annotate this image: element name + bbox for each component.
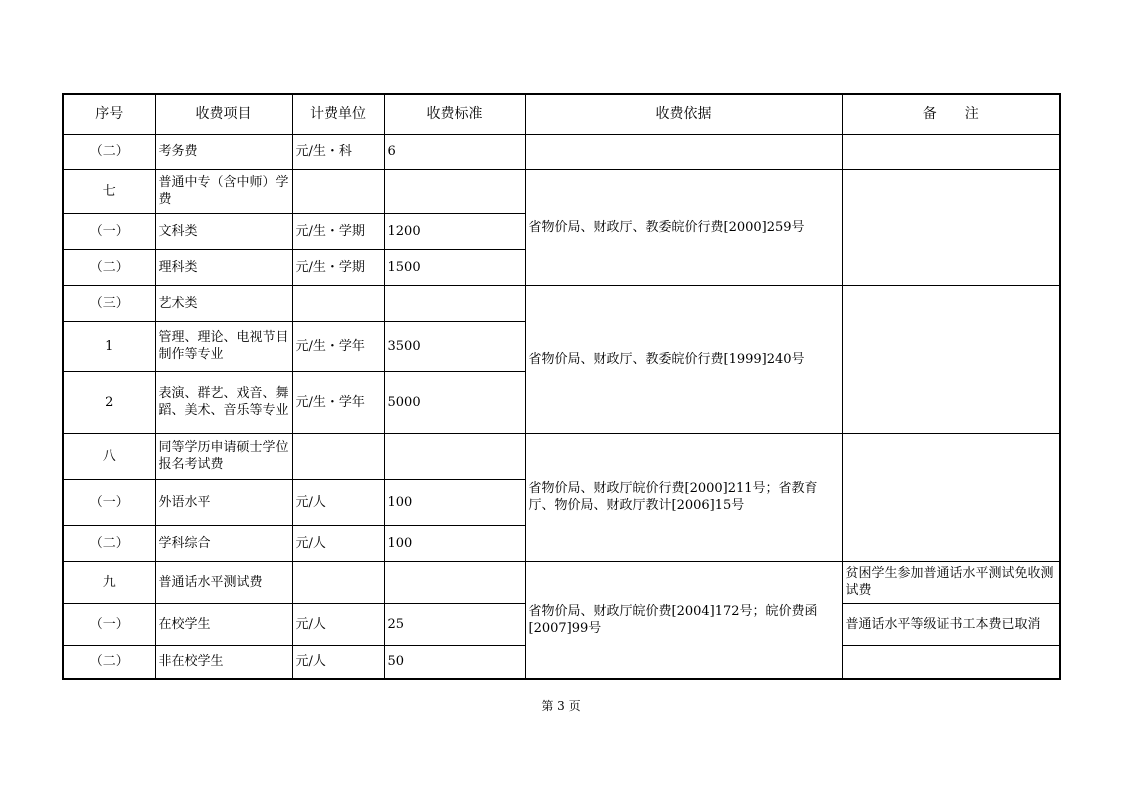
cell-standard: 1200	[384, 213, 525, 249]
cell-remark-empty	[842, 169, 1060, 285]
header-standard: 收费标准	[384, 94, 525, 134]
cell-unit: 元/生・学年	[292, 371, 384, 433]
cell-unit: 元/人	[292, 645, 384, 679]
cell-seq: （二）	[63, 249, 155, 285]
cell-basis: 省物价局、财政厅皖价费[2004]172号；皖价费函[2007]99号	[525, 561, 842, 679]
table-row	[63, 561, 1060, 603]
cell-standard	[384, 169, 525, 213]
cell-item: 同等学历申请硕士学位报名考试费	[155, 433, 292, 479]
cell-seq: 2	[63, 371, 155, 433]
header-row	[63, 94, 1060, 134]
header-item: 收费项目	[155, 94, 292, 134]
page-number: 第 3 页	[541, 699, 581, 713]
cell-item: 外语水平	[155, 479, 292, 525]
cell-basis: 省物价局、财政厅皖价行费[2000]211号；省教育厅、物价局、财政厅教计[2006]15号	[525, 433, 842, 561]
table-row	[63, 285, 1060, 321]
cell-item: 文科类	[155, 213, 292, 249]
cell-remark-empty	[842, 134, 1060, 169]
cell-seq: （二）	[63, 645, 155, 679]
cell-remark-empty	[842, 285, 1060, 433]
cell-unit: 元/生・学期	[292, 213, 384, 249]
cell-standard: 50	[384, 645, 525, 679]
cell-item: 非在校学生	[155, 645, 292, 679]
cell-remark-empty	[842, 433, 1060, 561]
table-row	[63, 433, 1060, 479]
cell-basis: 省物价局、财政厅、教委皖价行费[2000]259号	[525, 169, 842, 285]
cell-standard: 100	[384, 479, 525, 525]
cell-seq: 八	[63, 433, 155, 479]
cell-item: 考务费	[155, 134, 292, 169]
cell-unit: 元/人	[292, 603, 384, 645]
cell-item: 理科类	[155, 249, 292, 285]
cell-item: 表演、群艺、戏音、舞蹈、美术、音乐等专业	[155, 371, 292, 433]
header-basis: 收费依据	[525, 94, 842, 134]
cell-standard	[384, 561, 525, 603]
cell-seq: （一）	[63, 479, 155, 525]
cell-remark: 贫困学生参加普通话水平测试免收测试费	[842, 561, 1060, 603]
header-remark: 备 注	[842, 94, 1060, 134]
cell-item: 艺术类	[155, 285, 292, 321]
cell-item: 管理、理论、电视节目制作等专业	[155, 321, 292, 371]
cell-standard: 5000	[384, 371, 525, 433]
cell-seq: （一）	[63, 213, 155, 249]
cell-seq: （二）	[63, 525, 155, 561]
cell-item: 在校学生	[155, 603, 292, 645]
cell-seq: （三）	[63, 285, 155, 321]
cell-unit	[292, 433, 384, 479]
cell-standard: 25	[384, 603, 525, 645]
cell-unit: 元/生・学期	[292, 249, 384, 285]
cell-unit: 元/生・学年	[292, 321, 384, 371]
cell-standard: 1500	[384, 249, 525, 285]
cell-seq: 七	[63, 169, 155, 213]
cell-item: 学科综合	[155, 525, 292, 561]
cell-standard	[384, 433, 525, 479]
header-seq: 序号	[63, 94, 155, 134]
cell-seq: 九	[63, 561, 155, 603]
cell-unit: 元/人	[292, 525, 384, 561]
cell-unit: 元/人	[292, 479, 384, 525]
table-row	[63, 134, 1060, 169]
cell-basis-empty	[525, 134, 842, 169]
cell-seq: （一）	[63, 603, 155, 645]
cell-standard: 3500	[384, 321, 525, 371]
cell-item: 普通中专（含中师）学费	[155, 169, 292, 213]
cell-basis: 省物价局、财政厅、教委皖价行费[1999]240号	[525, 285, 842, 433]
cell-remark-empty	[842, 645, 1060, 679]
header-unit: 计费单位	[292, 94, 384, 134]
cell-unit: 元/生・科	[292, 134, 384, 169]
cell-unit	[292, 561, 384, 603]
cell-seq: （二）	[63, 134, 155, 169]
cell-standard	[384, 285, 525, 321]
table-row	[63, 169, 1060, 213]
cell-unit	[292, 285, 384, 321]
cell-unit	[292, 169, 384, 213]
fee-table	[62, 93, 1061, 680]
cell-seq: 1	[63, 321, 155, 371]
cell-item: 普通话水平测试费	[155, 561, 292, 603]
cell-standard: 100	[384, 525, 525, 561]
cell-standard: 6	[384, 134, 525, 169]
cell-remark: 普通话水平等级证书工本费已取消	[842, 603, 1060, 645]
